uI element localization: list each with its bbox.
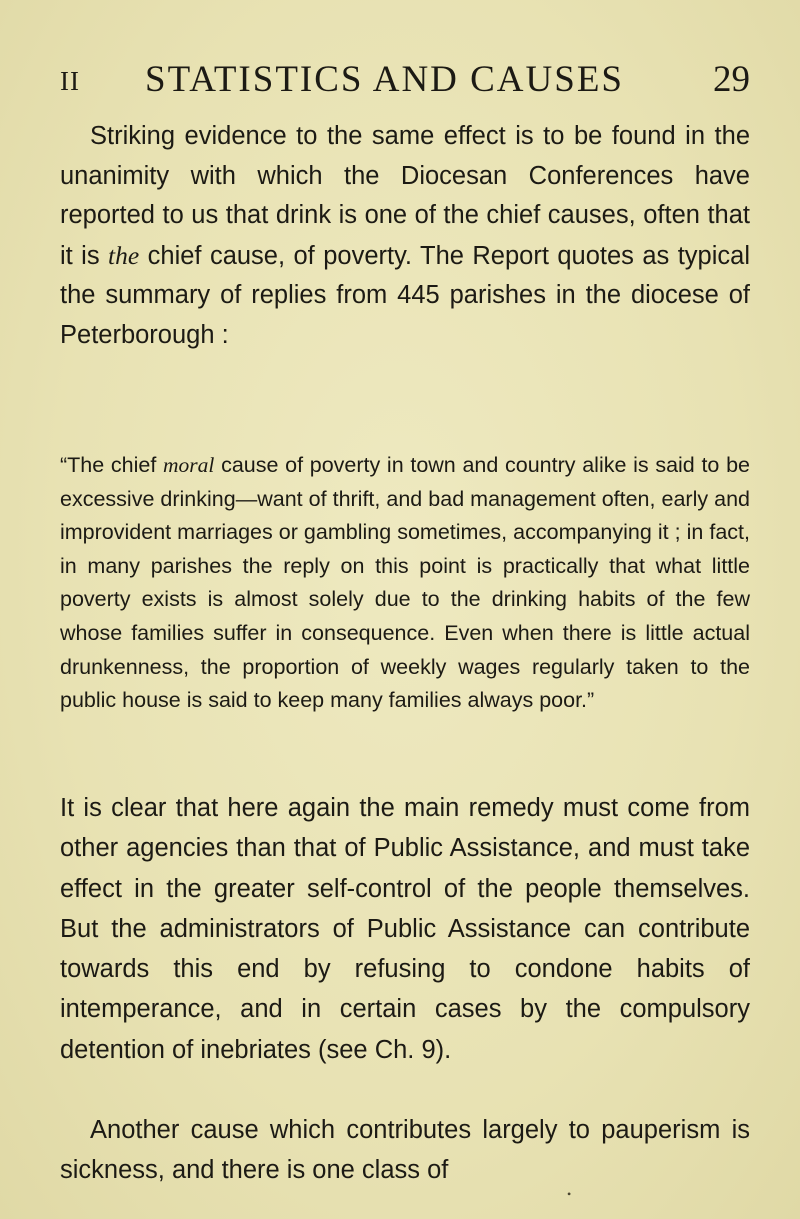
paragraph-3 <box>60 1110 750 1191</box>
quote-text-b: cause of poverty in town and country alike is said to be excessive drinking—want of thrift, and bad management often, early and improvident marriages or gambling sometimes, accompanying it ; in fact, in many parishes the reply on this point is practically that what little poverty exists is almost solely due to the drinking habits of the few whose families suffer in consequence. Even when there is little actual drunkenness, the proportion of weekly wages regularly taken to the public house is said to keep many families always poor.” <box>60 453 750 713</box>
paragraph-1-text-b: chief cause, of poverty. The Report quotes as typical the summary of replies from 445 parishes in the diocese of Peterborough : <box>60 241 750 349</box>
block-quote <box>60 449 750 718</box>
running-head <box>60 58 750 108</box>
quote-emphasis: moral <box>163 453 215 477</box>
paragraph-3-text: Another cause which contributes largely to pauperism is sickness, and there is one class of <box>60 1116 750 1185</box>
paragraph-2-text: It is clear that here again the main remedy must come from other agencies than that of Public Assistance, and must take effect in the greater self-control of the people themselves. But the administrators of Public Assistance can contribute towards this end by refusing to condone habits of intemperance, and in certain cases by the compulsory detention of inebriates (see Ch. 9). <box>60 794 750 1064</box>
page-number: 29 <box>713 59 750 100</box>
paragraph-2 <box>60 788 750 1070</box>
quote-text-a: “The chief <box>60 453 163 477</box>
paragraph-1 <box>60 117 750 356</box>
paragraph-1-text-a: Striking evidence to the same effect is to be found in the unanimity with which the Diocesan Conferences have reported to us that drink is one of the chief causes, often that it is <box>60 122 750 270</box>
footer-mark: • <box>567 1187 572 1201</box>
paragraph-1-emphasis: the <box>108 240 140 270</box>
chapter-number: II <box>60 66 80 96</box>
page-title: STATISTICS AND CAUSES <box>145 59 625 100</box>
